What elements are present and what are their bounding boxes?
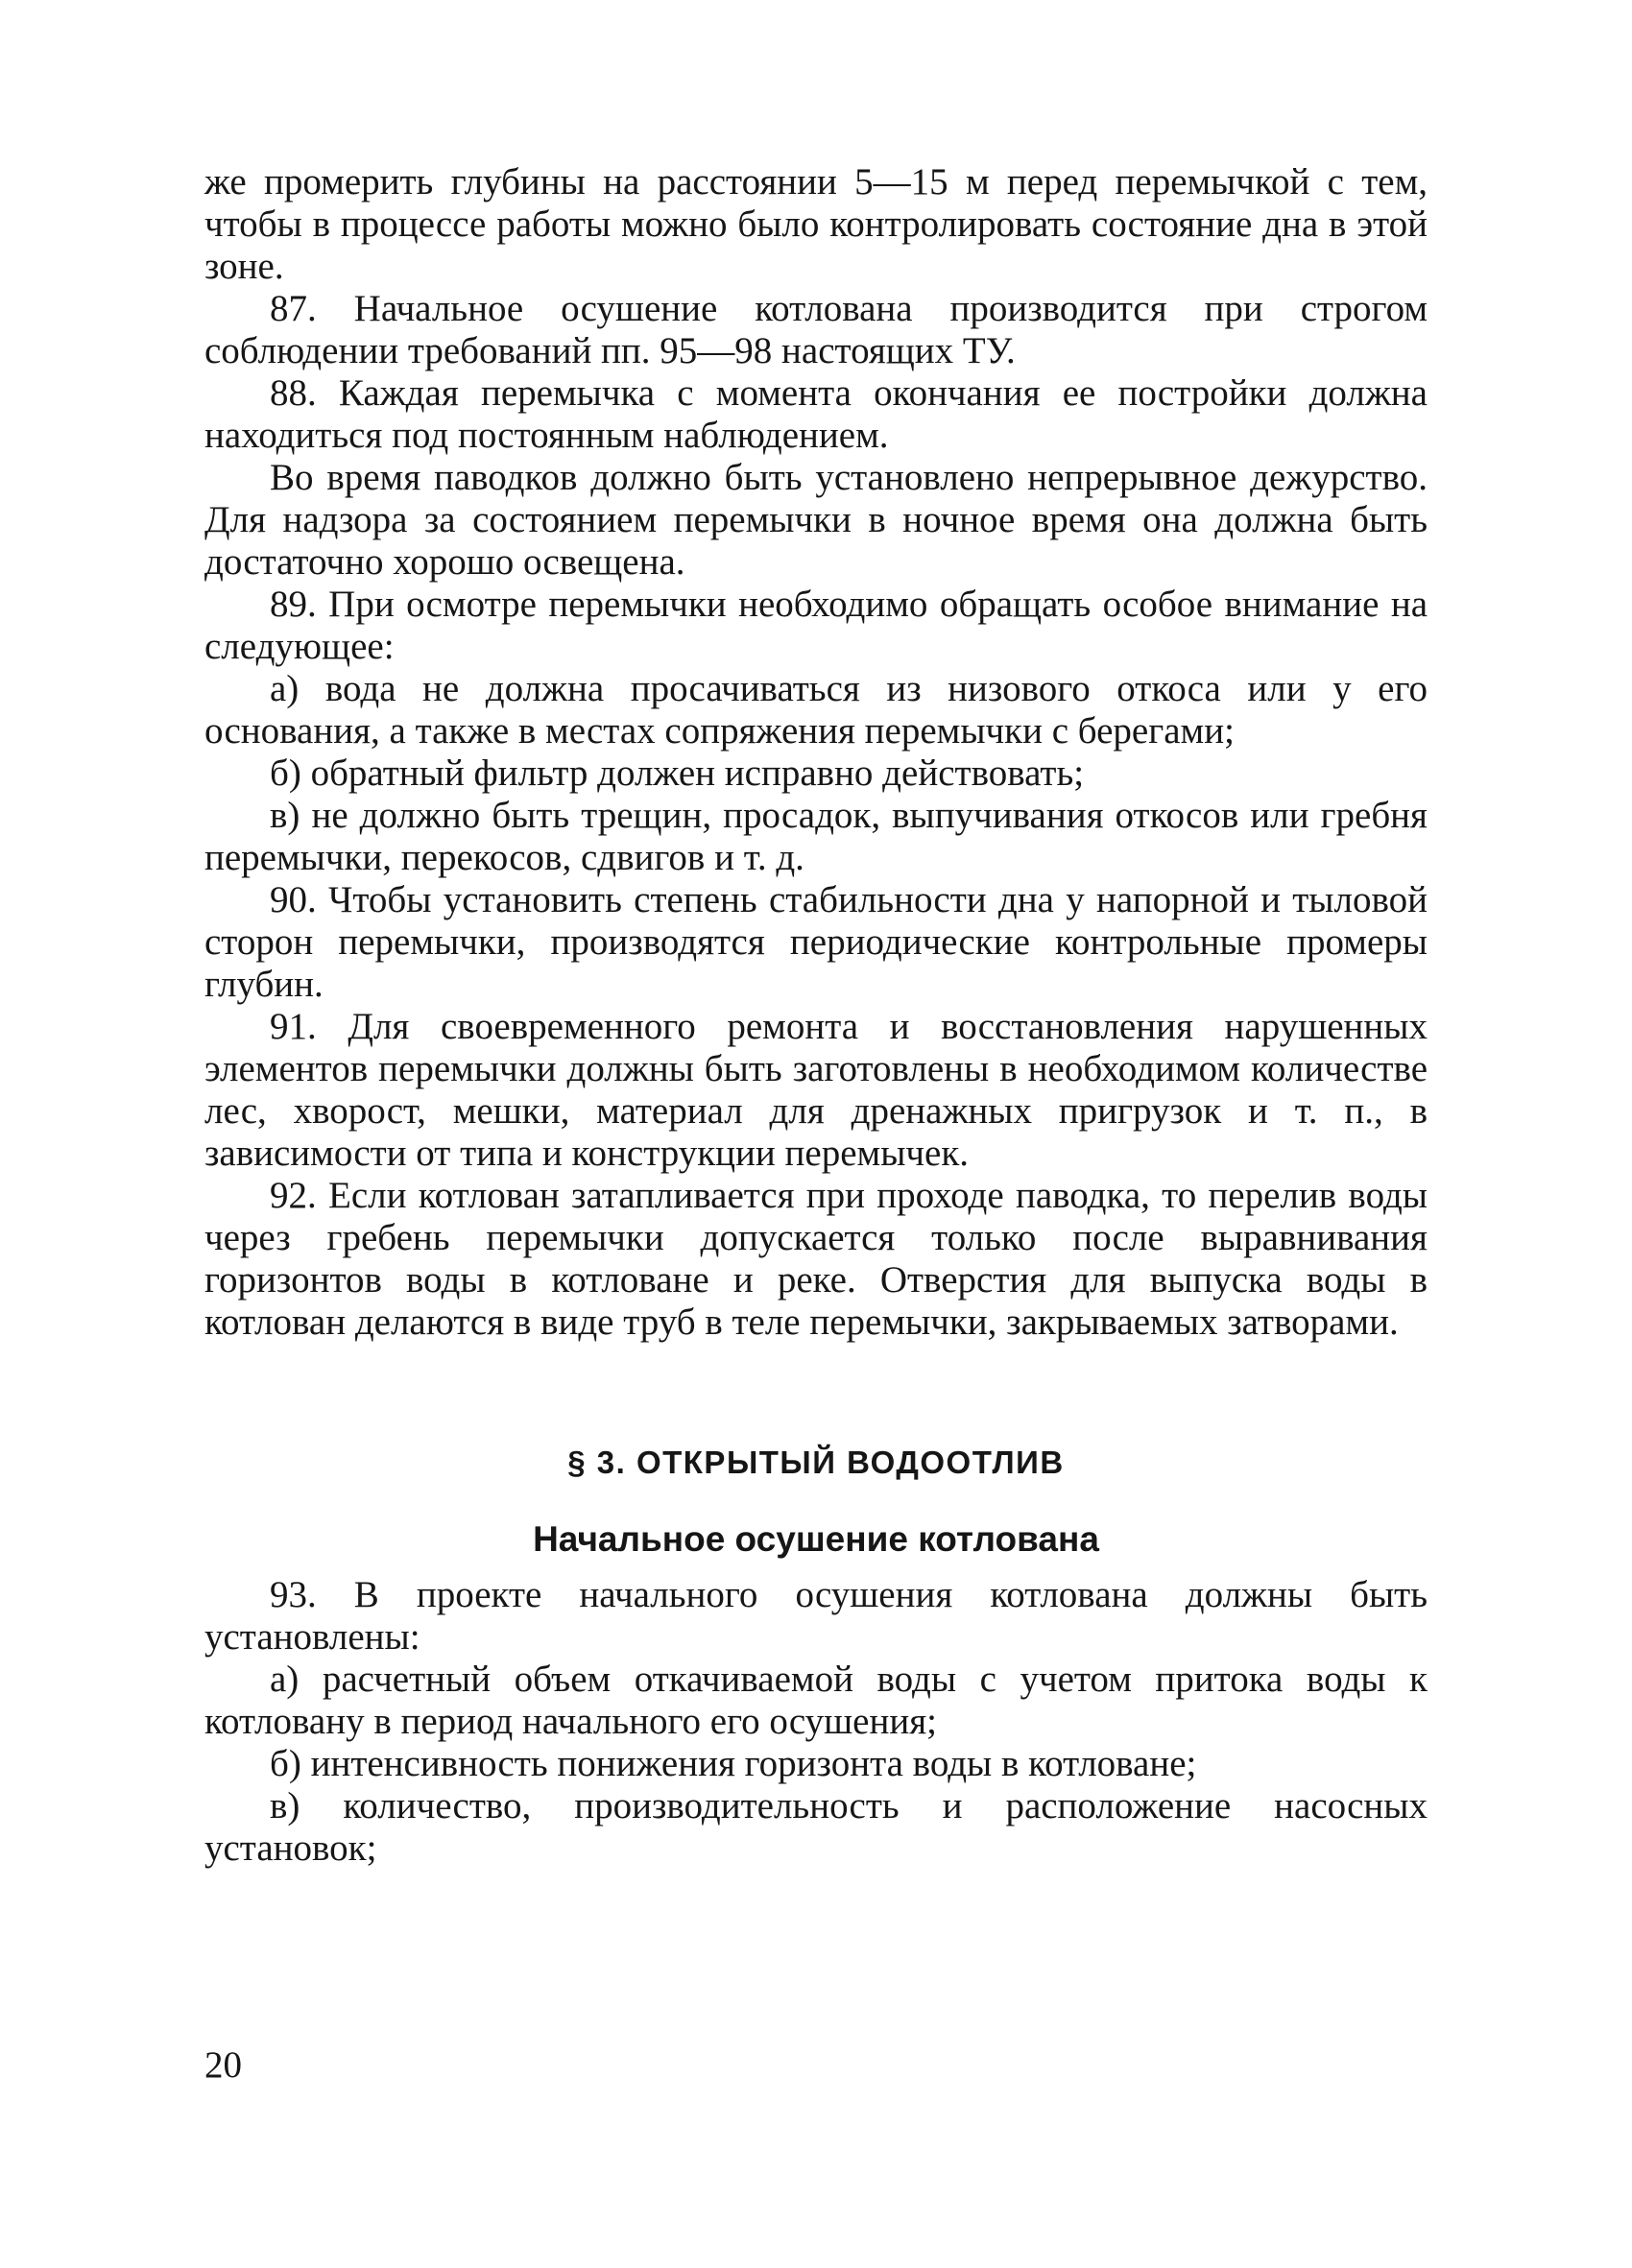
- paragraph-p91: 91. Для своевременного ремонта и восстановления нарушенных элементов перемычки должны быть заготовлены в необходимом количестве лес, хворост, мешки, материал для дренажных пригрузок и т. п., в зависимости от типа и конструкции перемычек.: [204, 1006, 1428, 1174]
- paragraph-p89c: в) не должно быть трещин, просадок, выпучивания откосов или гребня перемычки, перекосов, сдвигов и т. д.: [204, 795, 1428, 878]
- paragraph-p89b: б) обратный фильтр должен исправно действовать;: [270, 752, 1085, 794]
- paragraph-p93a: а) расчетный объем откачиваемой воды с учетом притока воды к котловану в период начального его осушения;: [204, 1659, 1428, 1742]
- paragraph-p87: 87. Начальное осушение котлована производится при строгом соблюдении требований пп. 95—98 настоящих ТУ.: [204, 288, 1428, 371]
- paragraph-p88: 88. Каждая перемычка с момента окончания ее постройки должна находиться под постоянным наблюдением.: [204, 372, 1428, 456]
- body-text-bottom: [204, 1574, 1428, 1870]
- document-page: [204, 161, 1428, 1870]
- paragraph-cont: же промерить глубины на расстоянии 5—15 м перед перемычкой с тем, чтобы в процессе работы можно было контролировать состояние дна в этой зоне.: [204, 161, 1428, 287]
- paragraph-p89a: а) вода не должна просачиваться из низового откоса или у его основания, а также в местах сопряжения перемычки с берегами;: [204, 668, 1428, 752]
- paragraph-p88b: Во время паводков должно быть установлено непрерывное дежурство. Для надзора за состоянием перемычки в ночное время она должна быть достаточно хорошо освещена.: [204, 457, 1428, 583]
- section-heading: § 3. ОТКРЫТЫЙ ВОДООТЛИВ: [567, 1444, 1065, 1480]
- paragraph-p93c: в) количество, производительность и расположение насосных установок;: [204, 1785, 1428, 1869]
- paragraph-p89: 89. При осмотре перемычки необходимо обращать особое внимание на следующее:: [204, 584, 1428, 667]
- subsection-heading: Начальное осушение котлована: [533, 1519, 1099, 1559]
- paragraph-p93: 93. В проекте начального осушения котлована должны быть установлены:: [204, 1574, 1428, 1658]
- paragraph-p90: 90. Чтобы установить степень стабильности дна у напорной и тыловой сторон перемычки, производятся периодические контрольные промеры глубин.: [204, 879, 1428, 1005]
- page-number: 20: [204, 2044, 242, 2086]
- paragraph-p92: 92. Если котлован затапливается при проходе паводка, то перелив воды через гребень перемычки допускается только после выравнивания горизонтов воды в котловане и реке. Отверстия для выпуска воды в котлован делаются в виде труб в теле перемычки, закрываемых затворами.: [204, 1175, 1428, 1343]
- body-text-top: [204, 161, 1428, 1344]
- paragraph-p93b: б) интенсивность понижения горизонта воды в котловане;: [270, 1743, 1197, 1784]
